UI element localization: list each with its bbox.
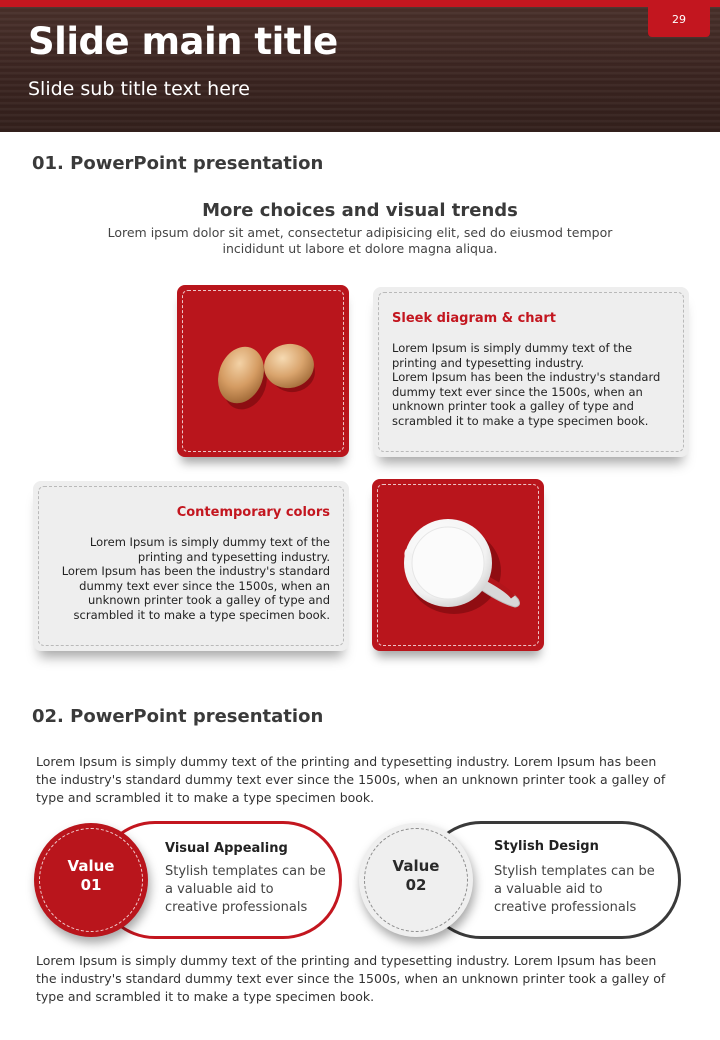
info-card-sleek-diagram: [373, 287, 689, 457]
intro-line: Lorem ipsum dolor sit amet, consectetur adipisicing elit, sed do eiusmod tempor: [107, 225, 613, 240]
value-01-text: [165, 863, 326, 917]
value-number: 01: [80, 876, 102, 894]
card-line: Lorem Ipsum is simply dummy text of the: [89, 535, 330, 549]
page-number-badge: 29: [648, 0, 710, 37]
paragraph-line: Lorem Ipsum is simply dummy text of the printing and typesetting industry. Lorem Ipsum has been: [36, 754, 657, 769]
value-text-line: Stylish templates can be: [494, 864, 655, 879]
value-text-line: Stylish templates can be: [165, 864, 326, 879]
section-2-title: 02. PowerPoint presentation: [32, 706, 324, 727]
card-line: Lorem Ipsum is simply dummy text of the: [392, 341, 633, 355]
value-02-label: [359, 857, 473, 895]
value-text-line: creative professionals: [494, 900, 637, 915]
card-body: [392, 341, 682, 428]
value-text-line: a valuable aid to: [494, 882, 603, 897]
eggs-photo-icon: [177, 285, 349, 457]
value-word: Value: [67, 857, 115, 875]
value-word: Value: [392, 857, 440, 875]
slide-main-title: Slide main title: [28, 20, 338, 63]
slide-subtitle: Slide sub title text here: [28, 78, 250, 100]
paragraph-line: Lorem Ipsum is simply dummy text of the printing and typesetting industry. Lorem Ipsum has been: [36, 953, 657, 968]
card-line: unknown printer took a galley of type and: [392, 399, 634, 413]
milk-jug-photo-icon: [372, 479, 544, 651]
paragraph-line: the industry's standard dummy text ever since the 1500s, when an unknown printer took a galley of: [36, 772, 666, 787]
section-1-intro: [80, 225, 640, 257]
paragraph-line: type and scrambled it to make a type specimen book.: [36, 790, 375, 805]
value-text-line: creative professionals: [165, 900, 308, 915]
header-accent-bar: [0, 0, 720, 7]
section-2-paragraph-1: [36, 753, 692, 807]
card-title: Sleek diagram & chart: [392, 311, 556, 326]
card-line: Lorem Ipsum has been the industry's standard: [61, 564, 330, 578]
value-01-title: Visual Appealing: [165, 841, 288, 856]
slide-header: [0, 0, 720, 132]
intro-line: incididunt ut labore et dolore magna aliqua.: [222, 241, 498, 256]
milk-jug-photo-box: [372, 479, 544, 651]
card-line: scrambled it to make a type specimen book.: [392, 413, 649, 428]
card-line: dummy text ever since the 1500s, when an: [79, 578, 330, 593]
paragraph-line: the industry's standard dummy text ever since the 1500s, when an unknown printer took a galley of: [36, 971, 666, 986]
card-line: printing and typesetting industry.: [392, 355, 585, 370]
value-text-line: a valuable aid to: [165, 882, 274, 897]
info-card-contemporary-colors: [33, 481, 349, 651]
value-02-text: [494, 863, 655, 917]
value-01-circle: [34, 823, 148, 937]
paragraph-line: type and scrambled it to make a type specimen book.: [36, 989, 375, 1004]
section-1-title: 01. PowerPoint presentation: [32, 153, 324, 174]
section-2-paragraph-2: [36, 952, 692, 1006]
section-1-heading: More choices and visual trends: [202, 200, 518, 221]
value-number: 02: [405, 876, 427, 894]
card-line: Lorem Ipsum has been the industry's standard: [392, 370, 661, 384]
card-line: printing and typesetting industry.: [137, 549, 330, 564]
value-02-circle: [359, 823, 473, 937]
card-line: dummy text ever since the 1500s, when an: [392, 384, 643, 399]
card-title: Contemporary colors: [176, 505, 330, 520]
card-line: unknown printer took a galley of type and: [88, 593, 330, 607]
eggs-photo-box: [177, 285, 349, 457]
card-body: [40, 535, 330, 622]
card-line: scrambled it to make a type specimen book.: [73, 607, 330, 622]
value-02-title: Stylish Design: [494, 839, 599, 854]
value-01-label: [34, 857, 148, 895]
